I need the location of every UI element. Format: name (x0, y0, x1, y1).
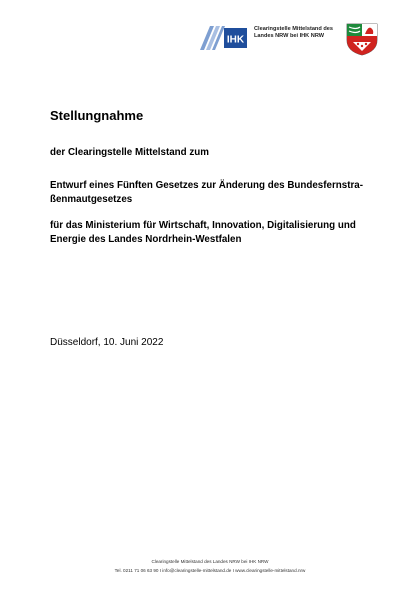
document-subtitle: der Clearingstelle Mittelstand zum (50, 147, 209, 158)
org-name (254, 26, 333, 40)
document-recipient-line1: für das Ministerium für Wirtschaft, Innovation, Digitalisierung und (50, 220, 356, 231)
document-subject-line2: ßenmautgesetzes (50, 193, 133, 205)
footer-org: Clearingstelle Mittelstand des Landes NRW bei IHK NRW (151, 559, 269, 564)
document-recipient (50, 219, 370, 246)
org-name-line1: Clearingstelle Mittelstand des (254, 26, 333, 32)
ihk-logo (198, 24, 248, 52)
ihk-logo-text: IHK (226, 34, 245, 46)
document-recipient-line2: Energie des Landes Nordrhein-Westfalen (50, 233, 242, 245)
document-subject-line1: Entwurf eines Fünften Gesetzes zur Änderung des Bundesfernstra- (50, 180, 364, 191)
document-subject (50, 179, 370, 206)
nrw-crest-icon (344, 22, 380, 56)
document-title: Stellungnahme (50, 108, 144, 123)
footer-contact: Tel. 0211 71 06 63 90 I info@clearingstelle-mittelstand.de I www.clearingstelle-mittelstand.nrw (114, 568, 306, 573)
org-name-line2: Landes NRW bei IHK NRW (254, 33, 325, 39)
footer (0, 557, 420, 575)
document-date: Düsseldorf, 10. Juni 2022 (50, 337, 164, 348)
header (198, 22, 384, 58)
